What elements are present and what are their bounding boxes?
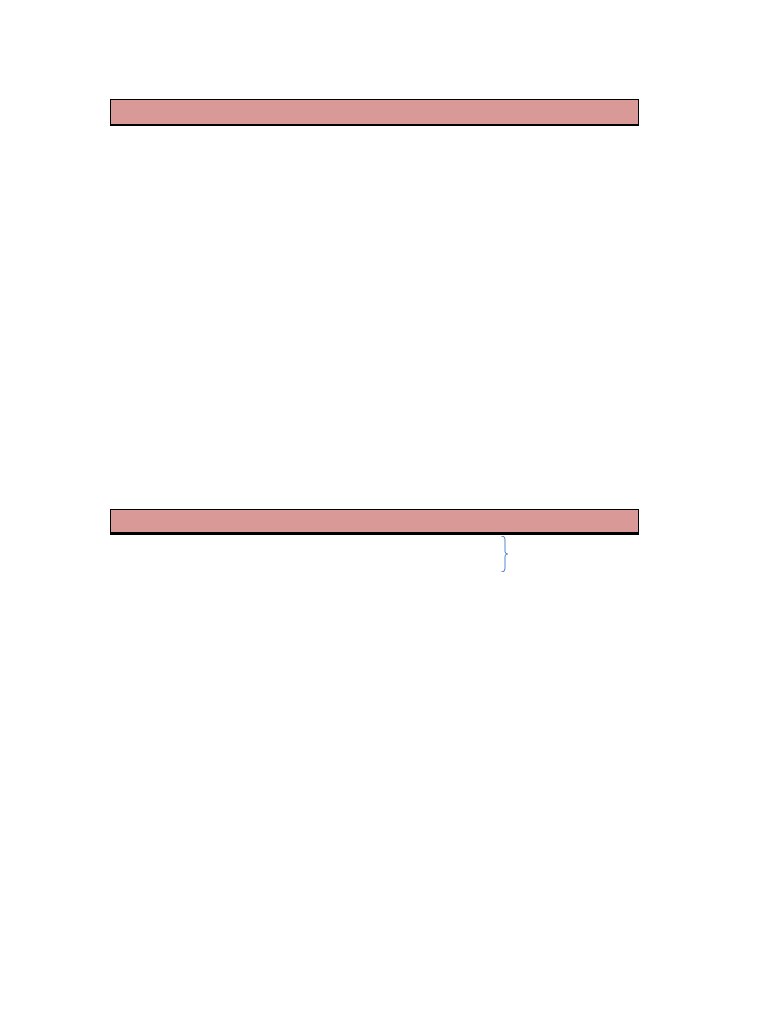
table-title	[111, 100, 638, 125]
tax-codes-block	[111, 533, 638, 534]
table-title	[111, 510, 638, 533]
bracket-icon	[500, 536, 508, 572]
salary-allowance-table	[110, 99, 639, 126]
deductions-table	[110, 509, 639, 535]
